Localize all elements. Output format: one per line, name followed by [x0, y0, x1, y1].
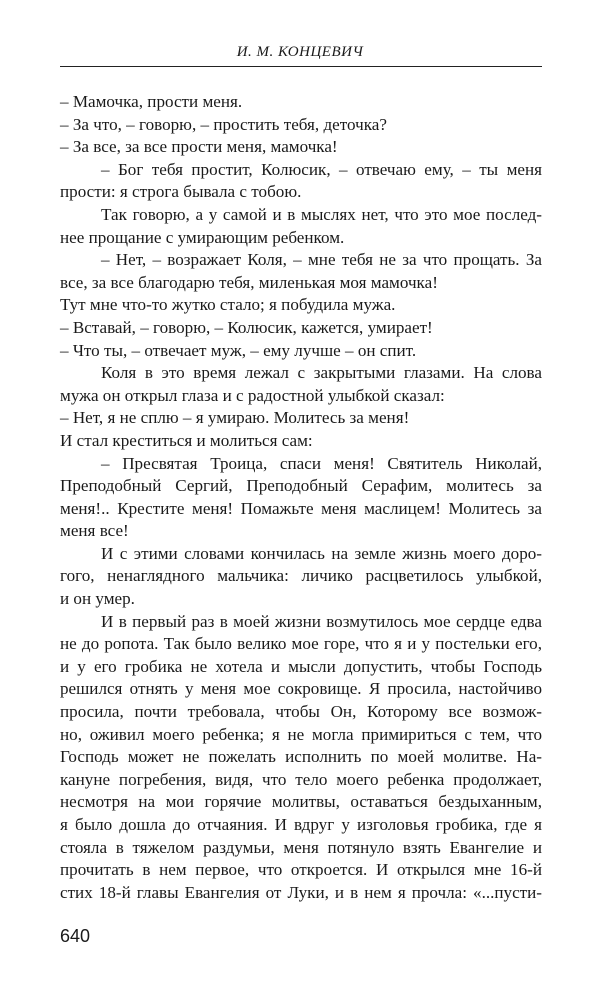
text-line: и у его гробика не хотела и мысли допустить, чтобы Господь [60, 656, 542, 676]
text-line: просила, почти требовала, чтобы Он, Которому все возмож- [60, 702, 542, 722]
text-line: Так говорю, а у самой и в мыслях нет, что это мое послед- [101, 204, 542, 224]
text-line: меня!.. Крестите меня! Помажьте меня маслицем! Молитесь за [60, 498, 542, 518]
text-line: Господь может не пожелать исполнить по моей молитве. На- [60, 747, 542, 767]
text-line: И в первый раз в моей жизни возмутилось мое сердце едва [101, 611, 542, 631]
text-line: мужа он открыл глаза и с радостной улыбкой сказал: [60, 385, 445, 405]
text-line: нее прощание с умирающим ребенком. [60, 227, 345, 247]
text-line: решился отнять у меня мое сокровище. Я просила, настойчиво [60, 679, 542, 699]
text-line: кануне погребения, видя, что тело моего ребенка продолжает, [60, 769, 542, 789]
text-line: – Бог тебя простит, Колюсик, – отвечаю ему, – ты меня [101, 159, 542, 179]
text-line: – Нет, – возражает Коля, – мне тебя не за что прощать. За [101, 250, 542, 270]
text-line: И стал креститься и молиться сам: [60, 430, 313, 450]
text-line: несмотря на мои горячие молитвы, оставаться бездыханным, [60, 792, 542, 812]
text-line: Тут мне что-то жутко стало; я побудила мужа. [60, 295, 396, 315]
text-line: – Нет, я не сплю – я умираю. Молитесь за меня! [60, 408, 410, 428]
text-line: меня все! [60, 521, 129, 541]
body-text [60, 91, 542, 904]
text-line: – За все, за все прости меня, мамочка! [60, 137, 338, 157]
text-line: не до ропота. Так было велико мое горе, что я и у постельки его, [60, 634, 542, 654]
running-header: И. М. КОНЦЕВИЧ [236, 44, 364, 60]
text-line: стих 18-й главы Евангелия от Луки, и в нем я прочла: «...пусти- [60, 882, 542, 902]
text-line: все, за все благодарю тебя, миленькая моя мамочка! [60, 272, 438, 292]
page-number: 640 [60, 926, 91, 946]
header-rule [60, 66, 542, 67]
text-line: – За что, – говорю, – простить тебя, деточка? [60, 114, 387, 134]
text-line: – Что ты, – отвечает муж, – ему лучше – он спит. [60, 340, 417, 360]
text-line: – Пресвятая Троица, спаси меня! Святитель Николай, [101, 453, 542, 473]
text-line: прости: я строга бывала с тобою. [60, 182, 302, 202]
text-line: – Вставай, – говорю, – Колюсик, кажется, умирает! [60, 317, 433, 337]
text-line: Преподобный Сергий, Преподобный Серафим, молитесь за [60, 476, 542, 496]
text-line: гого, ненаглядного мальчика: личико расцветилось улыбкой, [60, 566, 542, 586]
text-line: – Мамочка, прости меня. [60, 92, 243, 111]
text-line: но, оживил моего ребенка; я не могла примириться с тем, что [60, 724, 542, 744]
text-line: и он умер. [60, 589, 135, 609]
text-line: И с этими словами кончилась на земле жизнь моего доро- [101, 543, 542, 563]
text-line: я было дошла до отчаяния. И вдруг у изголовья гробика, где я [60, 815, 542, 834]
text-line: стояла в тяжелом раздумьи, меня потянуло взять Евангелие и [60, 837, 542, 857]
text-line: прочитать в нем первое, что откроется. И открылся мне 16-й [60, 860, 542, 880]
text-line: Коля в это время лежал с закрытыми глазами. На слова [101, 363, 542, 383]
